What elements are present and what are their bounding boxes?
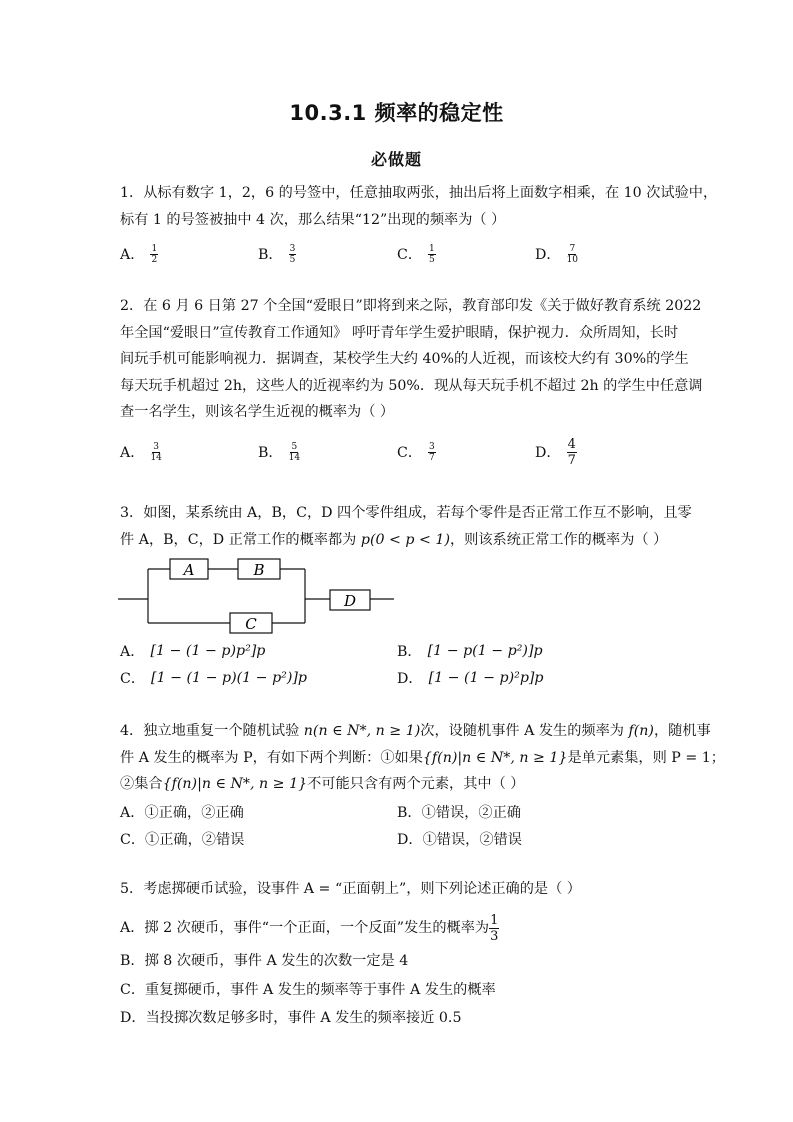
question-5-stem: 5．考虑掷硬币试验，设事件 A = “正面朝上”，则下列论述正确的是（ ） [120, 881, 581, 897]
question-3-options-row-2 [120, 664, 680, 692]
question-4-option-a[interactable]: A． ①正确，②正确 [120, 805, 244, 821]
component-d-label: D [343, 592, 357, 610]
question-4-line-3: ②集合{f(n)|n ∈ N*, n ≥ 1}不可能只含有两个元素，其中（ ） [120, 776, 525, 792]
component-a-label: A [183, 561, 195, 579]
question-2-options [120, 438, 680, 466]
question-2-line-4: 每天玩手机超过 2h，这些人的近视率约为 50%．现从每天玩手机不超过 2h 的学生中任意调 [120, 377, 703, 394]
question-3-option-d[interactable]: D． [1 − (1 − p)²p]p [397, 670, 544, 687]
question-1 [120, 180, 718, 233]
question-2-line-5: 查一名学生，则该名学生近视的概率为（ ） [120, 404, 395, 420]
component-c-label: C [245, 615, 257, 633]
section-heading: 必做题 [370, 150, 422, 169]
math-expression: p(0 < p < 1) [360, 531, 450, 548]
fraction: $\frac{5}{14}$ [288, 441, 301, 463]
question-5-option-c[interactable]: C．重复掷硬币，事件 A 发生的频率等于事件 A 发生的概率 [120, 982, 496, 998]
math-expression: f(n) [628, 723, 654, 739]
question-1-option-d[interactable]: D． $\frac{7}{10}$ [535, 243, 579, 265]
question-3-option-c[interactable]: C． [1 − (1 − p)(1 − p²)]p [120, 670, 307, 687]
circuit-diagram [118, 555, 398, 637]
fraction: $\frac{1}{2}$ [151, 243, 158, 265]
question-2-option-b[interactable]: B． $\frac{5}{14}$ [258, 441, 301, 463]
question-2-option-c[interactable]: C． $\frac{3}{7}$ [397, 441, 435, 463]
math-expression: {f(n)|n ∈ N*, n ≥ 1} [422, 749, 568, 766]
question-3-option-a[interactable]: A． [1 − (1 − p)p²]p [120, 643, 266, 660]
fraction: $\frac{3}{14}$ [150, 441, 162, 463]
page-title: 10.3.1 频率的稳定性 [289, 101, 504, 125]
question-2-option-d[interactable]: D． $\frac{4}{7}$ [535, 436, 576, 468]
fraction: $\frac{7}{10}$ [566, 243, 579, 265]
fraction: $\frac{1}{5}$ [429, 243, 435, 265]
question-4-option-d[interactable]: D． ①错误，②错误 [397, 832, 522, 848]
question-3-line-1: 3．如图，某系统由 A，B，C，D 四个零件组成，若每个零件是否正常工作互不影响，且零 [120, 505, 692, 521]
question-1-options [120, 240, 680, 268]
question-4-line-2: 件 A 发生的概率为 P，有如下两个判断：①如果{f(n)|n ∈ N*, n ≥ 1}是单元素集，则 P = 1； [120, 749, 725, 766]
question-5-option-b[interactable]: B．掷 8 次硬币，事件 A 发生的次数一定是 4 [120, 953, 409, 969]
fraction: $\frac{3}{5}$ [289, 243, 296, 265]
question-1-option-b[interactable]: B． $\frac{3}{5}$ [258, 243, 296, 265]
question-3-line-2: 件 A，B，C，D 正常工作的概率都为 p(0 < p < 1)，则该系统正常工作的概率为（ ） [120, 531, 668, 548]
question-3 [120, 500, 692, 553]
question-1-option-a[interactable]: A． $\frac{1}{2}$ [120, 243, 158, 265]
question-4-line-1: 4．独立地重复一个随机试验 n(n ∈ N*, n ≥ 1)次，设随机事件 A 发生的频率为 f(n)，随机事 [120, 723, 711, 739]
question-1-option-c[interactable]: C． $\frac{1}{5}$ [397, 243, 435, 265]
question-5-option-d[interactable]: D．当投掷次数足够多时，事件 A 发生的频率接近 0.5 [120, 1010, 462, 1026]
question-2-line-3: 间玩手机可能影响视力．据调查，某校学生大约 40%的人近视，而该校大约有 30%的学生 [120, 351, 689, 367]
question-2-option-a[interactable]: A． $\frac{3}{14}$ [120, 441, 162, 463]
question-3-options-row-1 [120, 637, 680, 665]
question-5-option-a[interactable]: A．掷 2 次硬币，事件“一个正面，一个反面”发生的概率为 $\frac{1}{3}$ [120, 912, 499, 944]
question-4 [120, 718, 725, 798]
question-4-option-c[interactable]: C． ①正确，②错误 [120, 832, 245, 848]
question-3-option-b[interactable]: B． [1 − p(1 − p²)]p [397, 643, 543, 660]
question-4-option-b[interactable]: B． ①错误，②正确 [397, 805, 521, 821]
component-b-label: B [253, 561, 265, 579]
fraction: $\frac{1}{3}$ [490, 912, 499, 944]
fraction: $\frac{4}{7}$ [567, 436, 576, 468]
math-expression: n(n ∈ N*, n ≥ 1) [303, 723, 421, 739]
question-4-options-row-1 [120, 798, 680, 826]
question-2-line-2: 年全国“爱眼日”宣传教育工作通知》 呼吁青年学生爱护眼睛，保护视力．众所周知，长时 [120, 324, 679, 341]
fraction: $\frac{3}{7}$ [429, 441, 435, 463]
question-1-line-1: 1．从标有数字 1，2，6 的号签中，任意抽取两张，抽出后将上面数字相乘，在 10 次试验中， [120, 185, 718, 201]
question-2 [120, 293, 703, 426]
math-expression: {f(n)|n ∈ N*, n ≥ 1} [162, 776, 308, 792]
question-2-line-1: 2．在 6 月 6 日第 27 个全国“爱眼日”即将到来之际，教育部印发《关于做好教育系统 2022 [120, 298, 702, 314]
question-4-options-row-2 [120, 825, 680, 853]
question-1-line-2: 标有 1 的号签被抽中 4 次，那么结果“12”出现的频率为（ ） [120, 211, 506, 228]
